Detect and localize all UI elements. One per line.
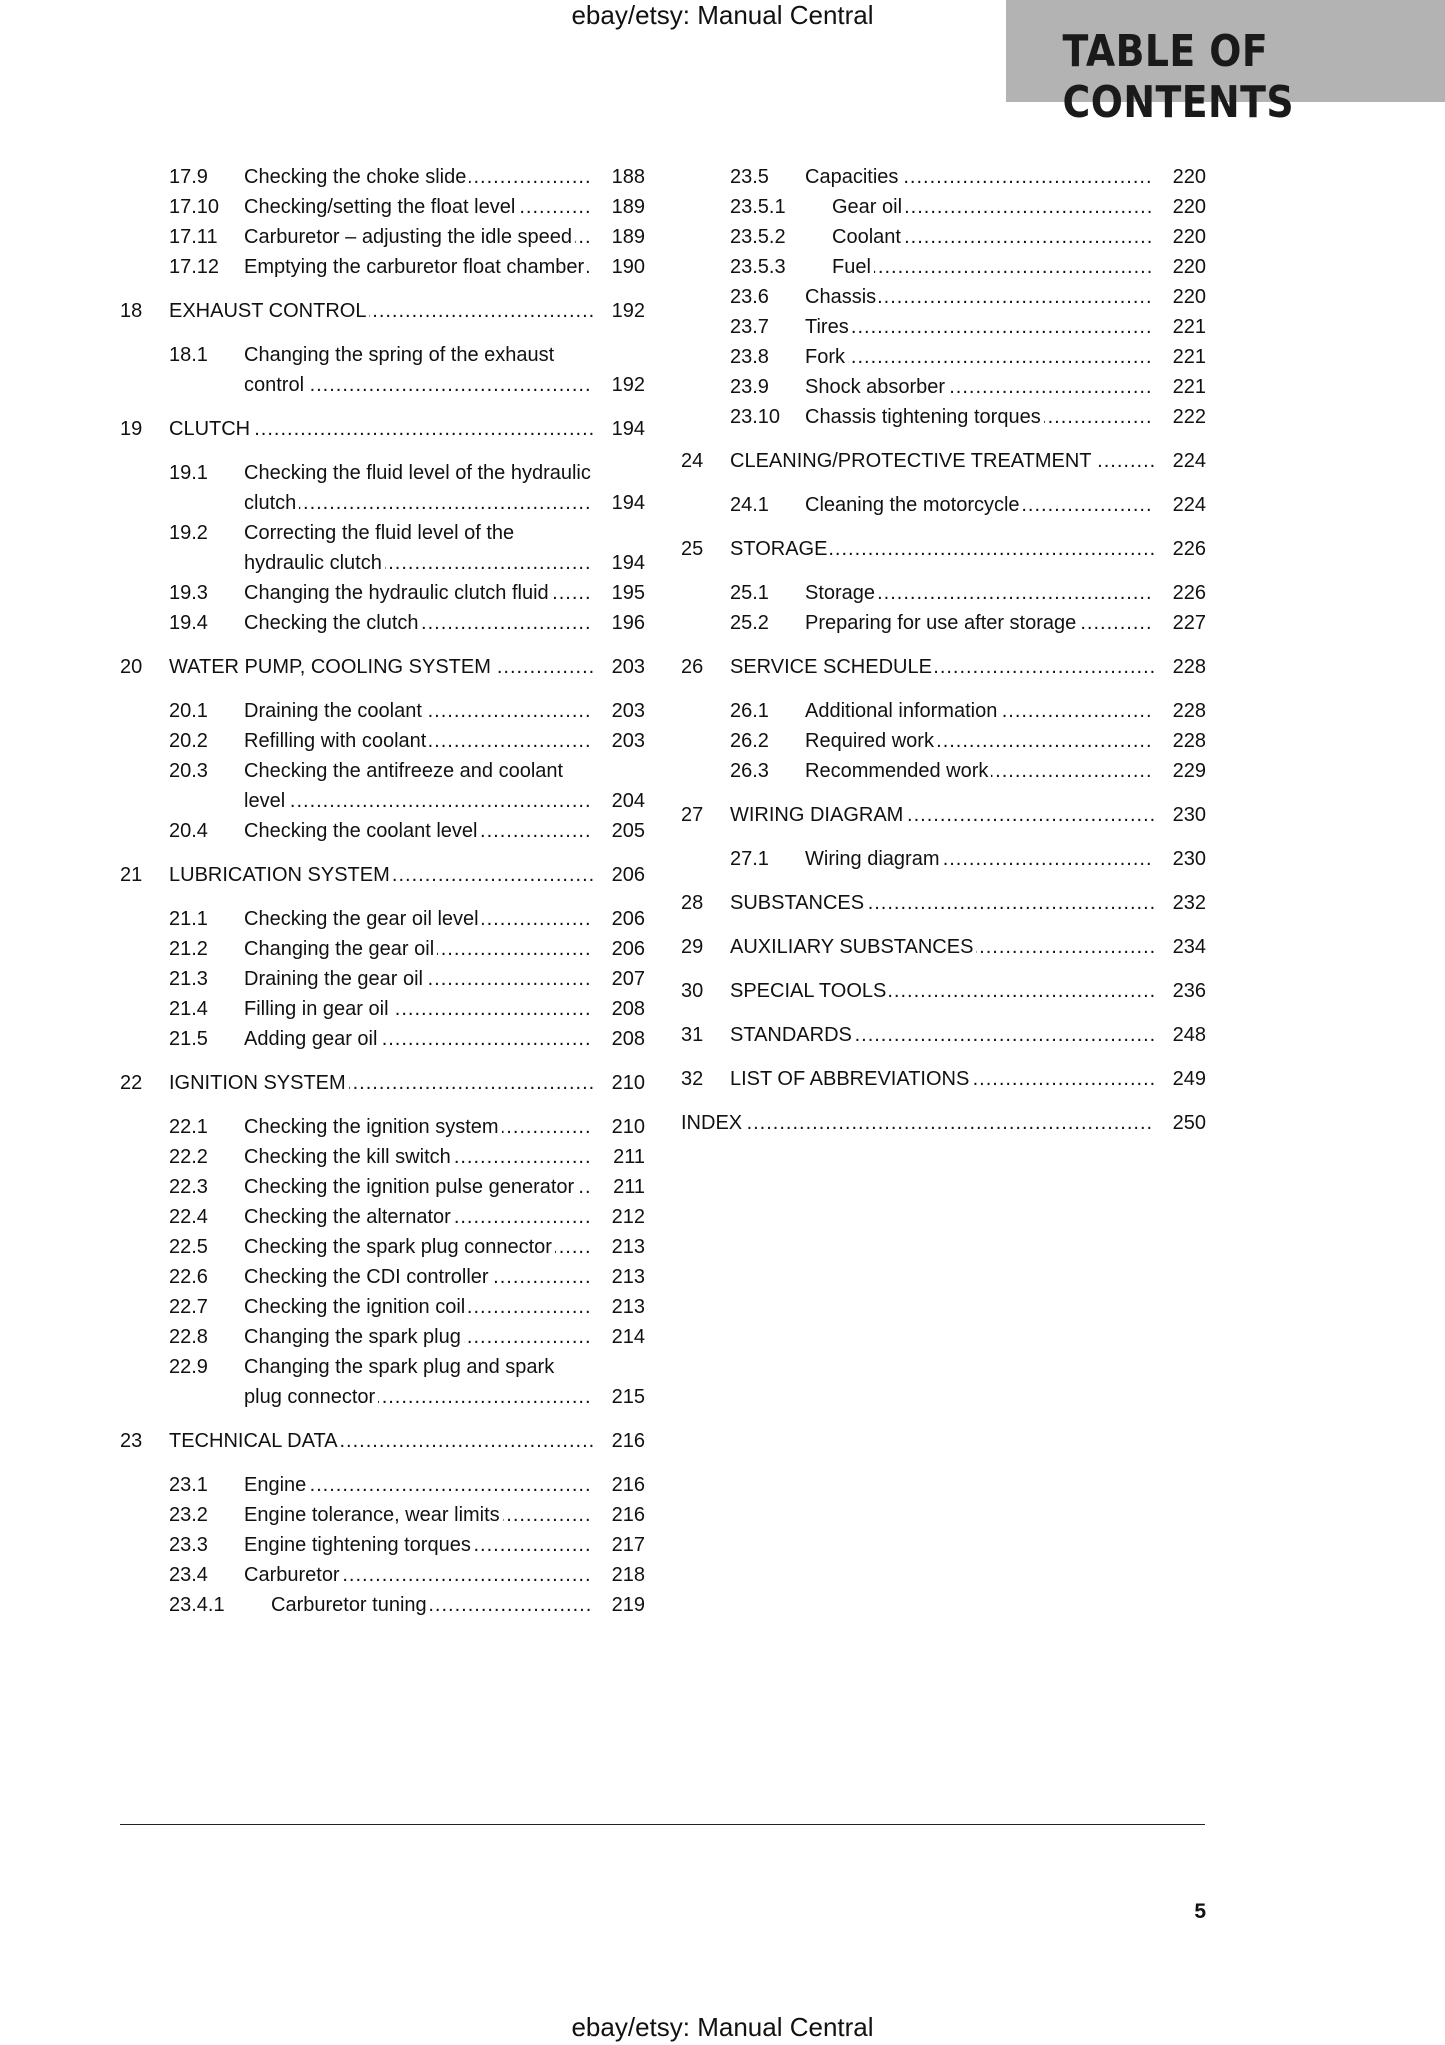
toc-entry-number: 22.4: [169, 1206, 208, 1228]
toc-entry-number: 23.6: [730, 286, 769, 308]
toc-entry-number: 20: [120, 656, 143, 678]
toc-chapter-entry[interactable]: [681, 932, 1206, 962]
toc-chapter-entry[interactable]: [681, 800, 1206, 830]
page-number: 5: [1194, 1900, 1206, 1923]
toc-entry-title: Checking the antifreeze and coolant level: [244, 760, 564, 812]
toc-entry-number: 23.9: [730, 376, 769, 398]
toc-entry-page: 228: [1172, 656, 1206, 678]
toc-section-entry[interactable]: [120, 252, 645, 282]
toc-entry-number: 19.1: [169, 462, 208, 484]
toc-entry-page: 206: [611, 908, 645, 930]
toc-entry-page: 194: [611, 492, 645, 514]
toc-entry-number: 25.2: [730, 612, 769, 634]
toc-section-entry[interactable]: [681, 192, 1206, 222]
toc-entry-number: 18.1: [169, 344, 208, 366]
toc-entry-number: 20.2: [169, 730, 208, 752]
toc-section-entry[interactable]: [120, 1202, 645, 1232]
toc-section-entry[interactable]: [681, 282, 1206, 312]
toc-section-entry[interactable]: [120, 1262, 645, 1292]
toc-entry-page: 211: [613, 1146, 645, 1168]
toc-entry-title: Checking the ignition coil: [244, 1296, 468, 1318]
toc-section-entry[interactable]: [681, 578, 1206, 608]
toc-entry-title: WATER PUMP, COOLING SYSTEM: [169, 656, 494, 678]
toc-section-entry[interactable]: [120, 726, 645, 756]
toc-entry-title: Capacities: [805, 166, 901, 188]
toc-entry-page: 206: [611, 864, 645, 886]
toc-entry-page: 211: [613, 1176, 645, 1198]
page-title: TABLE OF CONTENTS: [1062, 26, 1295, 128]
toc-section-entry[interactable]: [120, 904, 645, 934]
toc-entry-page: 213: [611, 1266, 645, 1288]
footer-divider: [120, 1824, 1205, 1825]
toc-entry-page: 217: [611, 1534, 645, 1556]
toc-entry-page: 205: [611, 820, 645, 842]
toc-entry-page: 210: [611, 1072, 645, 1094]
toc-entry-number: 22.7: [169, 1296, 208, 1318]
toc-section-entry[interactable]: [120, 162, 645, 192]
toc-entry-title: Emptying the carburetor float chamber: [244, 256, 587, 278]
toc-entry-page: 208: [611, 998, 645, 1020]
toc-entry-page: 221: [1172, 346, 1206, 368]
toc-entry-page: 192: [611, 374, 645, 396]
toc-entry-page: 216: [611, 1474, 645, 1496]
toc-entry-title: SPECIAL TOOLS: [730, 980, 889, 1002]
toc-entry-page: 249: [1172, 1068, 1206, 1090]
toc-entry-number: 28: [681, 892, 704, 914]
toc-section-entry[interactable]: [120, 816, 645, 846]
toc-entry-title: Additional information: [805, 700, 1000, 722]
toc-entry-page: 220: [1172, 256, 1206, 278]
toc-section-entry[interactable]: [120, 578, 645, 608]
toc-entry-title: CLUTCH: [169, 418, 253, 440]
toc-entry-page: 190: [611, 256, 645, 278]
toc-entry-page: 214: [611, 1326, 645, 1348]
toc-section-entry[interactable]: [120, 222, 645, 252]
toc-entry-number: 26.2: [730, 730, 769, 752]
toc-entry-page: 221: [1172, 316, 1206, 338]
toc-entry-title: Engine tolerance, wear limits: [244, 1504, 503, 1526]
toc-section-entry[interactable]: [120, 756, 645, 816]
toc-chapter-entry[interactable]: [120, 860, 645, 890]
toc-entry-title: Tires: [805, 316, 852, 338]
toc-entry-number: 23: [120, 1430, 143, 1452]
toc-entry-page: 226: [1172, 582, 1206, 604]
toc-entry-page: 220: [1172, 286, 1206, 308]
toc-entry-number: 22.8: [169, 1326, 208, 1348]
toc-entry-title: Carburetor – adjusting the idle speed: [244, 226, 575, 248]
toc-entry-title: Checking the choke slide: [244, 166, 469, 188]
toc-entry-page: 203: [611, 656, 645, 678]
toc-entry-page: 218: [611, 1564, 645, 1586]
toc-entry-title: STORAGE: [730, 538, 830, 560]
toc-entry-page: 189: [611, 226, 645, 248]
toc-entry-page: 250: [1172, 1112, 1206, 1134]
toc-entry-number: 26.3: [730, 760, 769, 782]
toc-entry-page: 195: [611, 582, 645, 604]
toc-entry-title: Carburetor: [244, 1564, 343, 1586]
toc-entry-title: Changing the gear oil: [244, 938, 437, 960]
toc-entry-number: 21.1: [169, 908, 208, 930]
toc-entry-title: Recommended work: [805, 760, 991, 782]
toc-entry-number: 19.2: [169, 522, 208, 544]
toc-entry-page: 220: [1172, 166, 1206, 188]
toc-chapter-entry[interactable]: [681, 1108, 1206, 1138]
toc-entry-page: 216: [611, 1430, 645, 1452]
toc-entry-number: 22.2: [169, 1146, 208, 1168]
toc-entry-page: 194: [611, 418, 645, 440]
toc-entry-page: 204: [611, 790, 645, 812]
toc-chapter-entry[interactable]: [120, 652, 645, 682]
toc-entry-title: Storage: [805, 582, 878, 604]
toc-entry-number: 29: [681, 936, 704, 958]
toc-entry-title: Checking the kill switch: [244, 1146, 454, 1168]
header-banner: [1006, 0, 1445, 128]
toc-entry-title: Gear oil: [832, 196, 905, 218]
toc-entry-number: 27.1: [730, 848, 769, 870]
toc-entry-title: SUBSTANCES: [730, 892, 867, 914]
toc-entry-title: Carburetor tuning: [271, 1594, 430, 1616]
toc-entry-page: 220: [1172, 226, 1206, 248]
toc-entry-number: 17.11: [169, 226, 218, 248]
toc-entry-number: 23.3: [169, 1534, 208, 1556]
toc-entry-number: 23.5.3: [730, 256, 786, 278]
toc-entry-number: 17.9: [169, 166, 208, 188]
toc-section-entry[interactable]: [120, 1142, 645, 1172]
toc-entry-number: 24: [681, 450, 704, 472]
toc-entry-title: Wiring diagram: [805, 848, 942, 870]
toc-section-entry[interactable]: [120, 1530, 645, 1560]
toc-entry-title: AUXILIARY SUBSTANCES: [730, 936, 976, 958]
toc-entry-page: 207: [611, 968, 645, 990]
toc-entry-number: 23.5.1: [730, 196, 786, 218]
toc-entry-page: 230: [1172, 848, 1206, 870]
toc-chapter-entry[interactable]: [681, 976, 1206, 1006]
toc-chapter-entry[interactable]: [681, 534, 1206, 564]
toc-entry-number: 22.6: [169, 1266, 208, 1288]
toc-chapter-entry[interactable]: [120, 1426, 645, 1456]
toc-entry-title: Changing the hydraulic clutch fluid: [244, 582, 552, 604]
toc-entry-title: WIRING DIAGRAM: [730, 804, 906, 826]
toc-chapter-entry[interactable]: [120, 296, 645, 326]
toc-entry-number: 21.3: [169, 968, 208, 990]
toc-entry-page: 230: [1172, 804, 1206, 826]
toc-entry-number: 23.2: [169, 1504, 208, 1526]
toc-section-entry[interactable]: [681, 162, 1206, 192]
toc-entry-page: 236: [1172, 980, 1206, 1002]
toc-entry-title: Checking the clutch: [244, 612, 422, 634]
toc-entry-number: 19.3: [169, 582, 208, 604]
toc-chapter-entry[interactable]: [681, 652, 1206, 682]
toc-section-entry[interactable]: [120, 1172, 645, 1202]
toc-entry-number: 23.5: [730, 166, 769, 188]
toc-entry-number: 21.2: [169, 938, 208, 960]
toc-section-entry[interactable]: [120, 192, 645, 222]
toc-entry-page: 215: [611, 1386, 645, 1408]
toc-entry-number: 22: [120, 1072, 143, 1094]
toc-entry-number: 17.12: [169, 256, 220, 278]
toc-entry-title: Checking the alternator: [244, 1206, 454, 1228]
toc-entry-title: Draining the coolant: [244, 700, 425, 722]
toc-entry-title: Fork: [805, 346, 848, 368]
toc-entry-title: LIST OF ABBREVIATIONS: [730, 1068, 972, 1090]
toc-section-entry[interactable]: [120, 1292, 645, 1322]
toc-entry-number: 22.5: [169, 1236, 208, 1258]
toc-entry-number: 21.5: [169, 1028, 208, 1050]
toc-section-entry[interactable]: [681, 726, 1206, 756]
toc-entry-page: 188: [611, 166, 645, 188]
toc-entry-title: IGNITION SYSTEM: [169, 1072, 349, 1094]
toc-section-entry[interactable]: [120, 1322, 645, 1352]
toc-entry-title: Correcting the fluid level of the hydraulic clutch: [244, 522, 515, 574]
toc-section-entry[interactable]: [681, 402, 1206, 432]
toc-entry-number: 19: [120, 418, 143, 440]
toc-entry-number: 18: [120, 300, 143, 322]
toc-entry-page: 206: [611, 938, 645, 960]
toc-entry-title: Coolant: [832, 226, 904, 248]
toc-section-entry[interactable]: [120, 1112, 645, 1142]
toc-entry-page: 219: [611, 1594, 645, 1616]
toc-entry-number: 21: [120, 864, 143, 886]
toc-section-entry[interactable]: [681, 312, 1206, 342]
toc-entry-title: Changing the spring of the exhaust control: [244, 344, 555, 396]
toc-entry-number: 30: [681, 980, 704, 1002]
toc-entry-title: Changing the spark plug: [244, 1326, 464, 1348]
toc-entry-number: 23.4.1: [169, 1594, 225, 1616]
toc-entry-title: Checking the spark plug connector: [244, 1236, 555, 1258]
toc-chapter-entry[interactable]: [120, 414, 645, 444]
toc-entry-title: Engine: [244, 1474, 309, 1496]
toc-section-entry[interactable]: [120, 458, 645, 518]
toc-entry-number: 31: [681, 1024, 704, 1046]
toc-section-entry[interactable]: [120, 964, 645, 994]
toc-entry-title: Refilling with coolant: [244, 730, 429, 752]
toc-entry-page: 208: [611, 1028, 645, 1050]
toc-entry-number: 23.10: [730, 406, 781, 428]
toc-entry-title: Shock absorber: [805, 376, 948, 398]
toc-entry-title: EXHAUST CONTROL: [169, 300, 369, 322]
toc-entry-title: INDEX: [681, 1112, 745, 1134]
toc-entry-title: STANDARDS: [730, 1024, 855, 1046]
toc-entry-title: Draining the gear oil: [244, 968, 426, 990]
toc-entry-number: 24.1: [730, 494, 769, 516]
toc-entry-number: 20.1: [169, 700, 208, 722]
toc-entry-number: 23.1: [169, 1474, 208, 1496]
toc-section-entry[interactable]: [120, 1590, 645, 1620]
toc-entry-page: 216: [611, 1504, 645, 1526]
toc-entry-title: Changing the spark plug and spark plug connector: [244, 1356, 555, 1408]
toc-section-entry[interactable]: [681, 490, 1206, 520]
toc-section-entry[interactable]: [120, 696, 645, 726]
toc-section-entry[interactable]: [120, 608, 645, 638]
toc-entry-page: 224: [1172, 450, 1206, 472]
toc-entry-page: 189: [611, 196, 645, 218]
toc-entry-title: Checking/setting the float level: [244, 196, 518, 218]
toc-section-entry[interactable]: [120, 1352, 645, 1412]
toc-entry-page: 234: [1172, 936, 1206, 958]
toc-entry-title: Fuel: [832, 256, 874, 278]
toc-entry-number: 22.9: [169, 1356, 208, 1378]
toc-entry-title: Chassis tightening torques: [805, 406, 1044, 428]
toc-entry-page: 220: [1172, 196, 1206, 218]
watermark-bottom: ebay/etsy: Manual Central: [571, 2012, 874, 2042]
toc-entry-title: TECHNICAL DATA: [169, 1430, 341, 1452]
toc-entry-title: Checking the fluid level of the hydraulic clutch: [244, 462, 591, 514]
toc-entry-number: 21.4: [169, 998, 208, 1020]
toc-entry-page: 248: [1172, 1024, 1206, 1046]
toc-entry-number: 23.7: [730, 316, 769, 338]
toc-section-entry[interactable]: [681, 372, 1206, 402]
toc-entry-number: 32: [681, 1068, 704, 1090]
toc-section-entry[interactable]: [120, 1500, 645, 1530]
toc-entry-page: 203: [611, 700, 645, 722]
toc-entry-page: 212: [611, 1206, 645, 1228]
toc-entry-number: 20.4: [169, 820, 208, 842]
toc-entry-number: 17.10: [169, 196, 220, 218]
toc-chapter-entry[interactable]: [681, 446, 1206, 476]
toc-entry-title: Cleaning the motorcycle: [805, 494, 1023, 516]
toc-section-entry[interactable]: [681, 756, 1206, 786]
toc-entry-title: Adding gear oil: [244, 1028, 380, 1050]
toc-entry-title: Engine tightening torques: [244, 1534, 474, 1556]
toc-section-entry[interactable]: [120, 1232, 645, 1262]
toc-entry-page: 221: [1172, 376, 1206, 398]
toc-entry-page: 232: [1172, 892, 1206, 914]
toc-entry-title: SERVICE SCHEDULE: [730, 656, 935, 678]
toc-entry-title: CLEANING/PROTECTIVE TREATMENT: [730, 450, 1095, 472]
toc-entry-page: 224: [1172, 494, 1206, 516]
toc-entry-number: 22.3: [169, 1176, 208, 1198]
toc-entry-title: Checking the CDI controller: [244, 1266, 492, 1288]
toc-chapter-entry[interactable]: [120, 1068, 645, 1098]
toc-entry-number: 22.1: [169, 1116, 208, 1138]
watermark-top: ebay/etsy: Manual Central: [571, 0, 874, 30]
toc-entry-number: 25.1: [730, 582, 769, 604]
toc-section-entry[interactable]: [681, 222, 1206, 252]
toc-section-entry[interactable]: [681, 608, 1206, 638]
toc-section-entry[interactable]: [120, 340, 645, 400]
toc-entry-title: Checking the ignition pulse generator: [244, 1176, 577, 1198]
toc-column-right: [681, 162, 1206, 1152]
toc-section-entry[interactable]: [681, 696, 1206, 726]
toc-entry-page: 203: [611, 730, 645, 752]
toc-entry-title: Checking the gear oil level: [244, 908, 482, 930]
toc-entry-page: 213: [611, 1236, 645, 1258]
toc-entry-page: 227: [1172, 612, 1206, 634]
toc-entry-page: 226: [1172, 538, 1206, 560]
toc-entry-number: 23.8: [730, 346, 769, 368]
toc-entry-title: Filling in gear oil: [244, 998, 392, 1020]
toc-entry-page: 228: [1172, 730, 1206, 752]
toc-entry-number: 27: [681, 804, 704, 826]
toc-entry-title: Chassis: [805, 286, 879, 308]
toc-entry-title: Preparing for use after storage: [805, 612, 1079, 634]
toc-entry-page: 192: [611, 300, 645, 322]
toc-entry-number: 23.4: [169, 1564, 208, 1586]
toc-entry-number: 20.3: [169, 760, 208, 782]
toc-column-left: [120, 162, 645, 1620]
toc-entry-title: Required work: [805, 730, 937, 752]
toc-section-entry[interactable]: [681, 342, 1206, 372]
toc-entry-page: 210: [611, 1116, 645, 1138]
toc-section-entry[interactable]: [120, 1024, 645, 1054]
toc-entry-title: LUBRICATION SYSTEM: [169, 864, 393, 886]
toc-section-entry[interactable]: [120, 934, 645, 964]
toc-section-entry[interactable]: [120, 994, 645, 1024]
toc-section-entry[interactable]: [120, 518, 645, 578]
toc-entry-page: 228: [1172, 700, 1206, 722]
toc-chapter-entry[interactable]: [681, 1064, 1206, 1094]
toc-chapter-entry[interactable]: [681, 1020, 1206, 1050]
toc-entry-number: 26: [681, 656, 704, 678]
toc-section-entry[interactable]: [681, 252, 1206, 282]
toc-entry-number: 26.1: [730, 700, 769, 722]
toc-entry-page: 222: [1172, 406, 1206, 428]
toc-entry-title: Checking the coolant level: [244, 820, 480, 842]
toc-section-entry[interactable]: [681, 844, 1206, 874]
toc-entry-title: Checking the ignition system: [244, 1116, 502, 1138]
toc-entry-number: 19.4: [169, 612, 208, 634]
toc-section-entry[interactable]: [120, 1560, 645, 1590]
toc-chapter-entry[interactable]: [681, 888, 1206, 918]
toc-entry-page: 196: [611, 612, 645, 634]
toc-entry-page: 194: [611, 552, 645, 574]
toc-entry-number: 25: [681, 538, 704, 560]
toc-entry-page: 229: [1172, 760, 1206, 782]
toc-entry-page: 213: [611, 1296, 645, 1318]
toc-section-entry[interactable]: [120, 1470, 645, 1500]
toc-entry-number: 23.5.2: [730, 226, 786, 248]
